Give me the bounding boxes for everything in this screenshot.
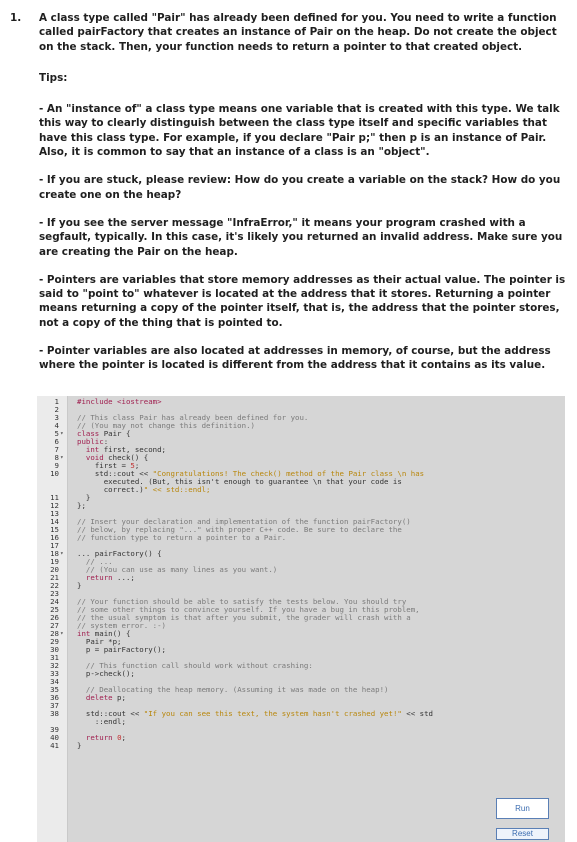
code-text: // Insert your declaration and implementation of the function pairFactory() <box>77 517 411 526</box>
line-number: 3 <box>54 413 59 422</box>
line-number: 30 <box>50 645 59 654</box>
line-number: 1 <box>54 397 59 406</box>
line-number: 41 <box>50 741 59 750</box>
line-number: 27 <box>50 621 59 630</box>
code-text: p->check(); <box>77 669 135 678</box>
code-line[interactable] <box>37 398 565 406</box>
code-text: // This function call should work without crashing: <box>77 661 313 670</box>
line-number: 40 <box>50 733 59 742</box>
problem-statement <box>39 11 567 373</box>
tip-infraerror: - If you see the server message "InfraError," it means your program crashed with a segfault, typically. In this case, it's likely you returned an invalid address. Make sure you are creating the Pair on the heap. <box>39 216 563 258</box>
line-number: 16 <box>50 533 59 542</box>
code-line[interactable] <box>37 694 565 702</box>
tip-stack-heap: - If you are stuck, please review: How do you create a variable on the stack? How do you create one on the heap? <box>39 174 561 201</box>
code-text: // ... <box>77 557 113 566</box>
code-line[interactable] <box>37 550 565 558</box>
line-number: 32 <box>50 661 59 670</box>
line-number: 10 <box>50 469 59 478</box>
fold-arrow-icon[interactable]: ▾ <box>60 430 64 437</box>
line-number: 14 <box>50 517 59 526</box>
line-number: 19 <box>50 557 59 566</box>
code-text: // function type to return a pointer to a Pair. <box>77 533 287 542</box>
line-number: 23 <box>50 589 59 598</box>
line-number: 2 <box>54 405 59 414</box>
code-line[interactable] <box>37 710 565 726</box>
code-text: // (You may not change this definition.) <box>77 421 255 430</box>
code-text: return 0; <box>85 733 126 742</box>
line-number: 21 <box>50 573 59 582</box>
line-number: 6 <box>54 437 59 446</box>
code-text: // below, by replacing "..." with proper C++ code. Be sure to declare the <box>77 525 402 534</box>
fold-arrow-icon[interactable]: ▾ <box>60 630 64 637</box>
code-text: std::cout << "Congratulations! The check() method of the Pair class \n has executed. (But, this isn't enough to guarantee \n that your code is correct.)" << std::endl; <box>77 469 425 494</box>
code-text: ... pairFactory() { <box>77 549 162 558</box>
line-number: 34 <box>50 677 59 686</box>
code-line[interactable] <box>37 582 565 590</box>
code-text: } <box>77 581 82 590</box>
code-line[interactable] <box>37 534 565 542</box>
problem-intro: A class type called "Pair" has already been defined for you. You need to write a function called pairFactory that creates an instance of Pair on the heap. Do not create the object on the stack. Then, your function needs to return a pointer to that created object. <box>39 12 557 53</box>
code-text: int main() { <box>77 629 131 638</box>
code-text: public: <box>77 437 109 446</box>
line-number: 20 <box>50 565 59 574</box>
tip-pointers: - Pointers are variables that store memory addresses as their actual value. The pointer is said to "point to" whatever is located at the address that it stores. Returning a pointer means returning a copy of the pointer itself, that is, the address that the pointer stores, not a copy of the thing that is pointed to. <box>39 273 566 329</box>
code-text: Pair *p; <box>77 637 122 646</box>
problem-number: 1. <box>10 12 22 24</box>
code-line[interactable] <box>37 670 565 678</box>
line-number: 31 <box>50 653 59 662</box>
code-text: } <box>77 493 91 502</box>
line-number: 39 <box>50 725 59 734</box>
line-number: 4 <box>54 421 59 430</box>
code-text: }; <box>77 501 86 510</box>
run-button[interactable]: Run <box>496 798 549 819</box>
code-text: // Deallocating the heap memory. (Assuming it was made on the heap!) <box>77 685 389 694</box>
code-text: std::cout << "If you can see this text, the system hasn't crashed yet!" << std ::endl; <box>77 709 433 726</box>
code-editor[interactable] <box>37 396 565 842</box>
code-text: void check() { <box>85 453 149 462</box>
line-number: 38 <box>50 709 59 718</box>
line-number: 8 <box>54 453 59 462</box>
line-number: 28 <box>50 629 59 638</box>
code-text: p = pairFactory(); <box>77 645 166 654</box>
line-number: 25 <box>50 605 59 614</box>
code-text: class Pair { <box>77 429 131 438</box>
code-text: } <box>77 741 82 750</box>
code-text: delete p; <box>85 693 126 702</box>
code-text: first = 5; <box>77 461 140 470</box>
line-number: 26 <box>50 613 59 622</box>
tip-pointer-addresses: - Pointer variables are also located at addresses in memory, of course, but the address where the pointer is located is different from the address that it contains as its value. <box>39 345 551 372</box>
line-number: 18 <box>50 549 59 558</box>
line-number: 22 <box>50 581 59 590</box>
line-number: 15 <box>50 525 59 534</box>
line-number: 17 <box>50 541 59 550</box>
code-text: // the usual symptom is that after you submit, the grader will crash with a <box>77 613 411 622</box>
fold-arrow-icon[interactable]: ▾ <box>60 454 64 461</box>
code-text: // This class Pair has already been defined for you. <box>77 413 309 422</box>
code-text: // Your function should be able to satisfy the tests below. You should try <box>77 597 407 606</box>
line-number: 7 <box>54 445 59 454</box>
code-line[interactable] <box>37 494 565 502</box>
code-text: // system error. :-) <box>77 621 166 630</box>
line-number: 36 <box>50 693 59 702</box>
line-number: 5 <box>54 429 59 438</box>
code-text: return ...; <box>85 573 135 582</box>
reset-button[interactable]: Reset <box>496 828 549 840</box>
code-text: int first, second; <box>85 445 167 454</box>
code-text: #include <iostream> <box>77 397 162 406</box>
code-line[interactable] <box>37 430 565 438</box>
fold-arrow-icon[interactable]: ▾ <box>60 550 64 557</box>
code-line[interactable] <box>37 646 565 654</box>
line-number: 29 <box>50 637 59 646</box>
line-number: 9 <box>54 461 59 470</box>
tip-instance: - An "instance of" a class type means one variable that is created with this type. We talk this way to clearly distinguish between the class type itself and specific variables that have this class type. For example, if you declare "Pair p;" then p is an instance of Pair. Also, it is common to say that an instance of a class is an "object". <box>39 103 560 159</box>
code-line[interactable] <box>37 502 565 510</box>
tips-heading: Tips: <box>39 71 68 84</box>
line-number: 33 <box>50 669 59 678</box>
line-number: 11 <box>50 493 59 502</box>
code-text: // (You can use as many lines as you want.) <box>77 565 278 574</box>
code-line[interactable] <box>37 470 565 494</box>
code-text: // some other things to convince yourself. If you have a bug in this problem, <box>77 605 420 614</box>
code-line[interactable] <box>37 734 565 742</box>
line-number: 24 <box>50 597 59 606</box>
code-content[interactable] <box>37 398 565 750</box>
line-number: 12 <box>50 501 59 510</box>
line-number: 13 <box>50 509 59 518</box>
code-line[interactable] <box>37 742 565 750</box>
line-number: 35 <box>50 685 59 694</box>
code-line[interactable] <box>37 574 565 582</box>
line-number: 37 <box>50 701 59 710</box>
